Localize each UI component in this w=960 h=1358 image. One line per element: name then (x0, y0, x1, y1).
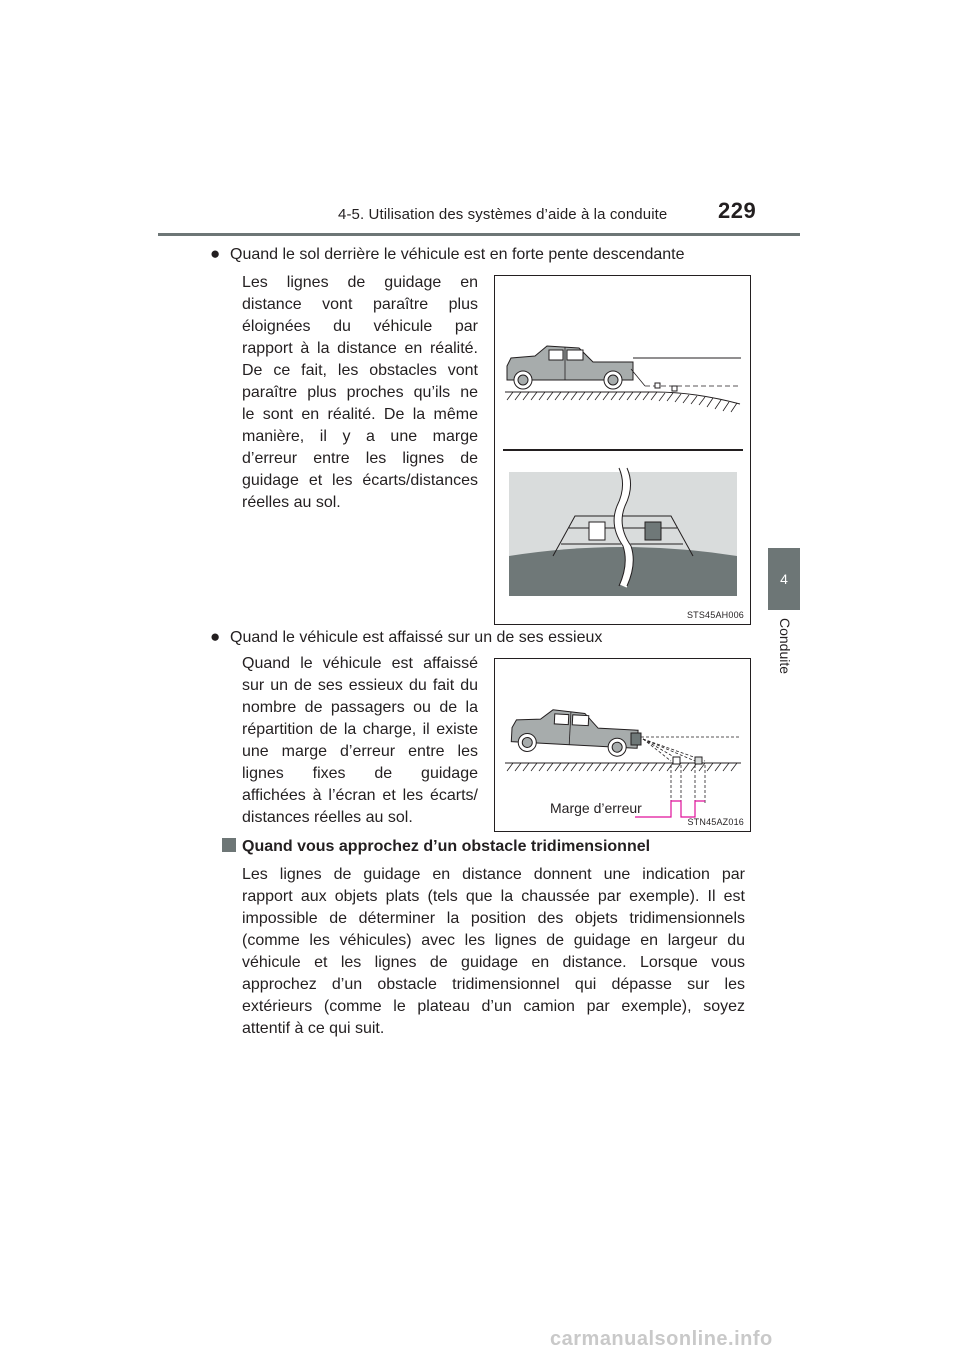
text-line: véhicule et les lignes de guidage en distance. Lorsque vous (242, 954, 745, 971)
watermark: carmanualsonline.info (550, 1328, 773, 1350)
text-line: paraître plus proches qu’ils ne (242, 384, 478, 401)
header-rule (158, 233, 800, 236)
truck-icon (511, 708, 639, 758)
slope-paragraph (242, 272, 478, 514)
sag-paragraph (242, 653, 478, 829)
error-margin-label: Marge d’erreur (550, 800, 642, 816)
text-line: attentif à ce qui suit. (242, 1020, 385, 1037)
text-line: nombre de passagers ou de la (242, 699, 478, 716)
text-line: affichées à l’écran et les écarts/ (242, 787, 478, 804)
text-line: Quand le véhicule est affaissé (242, 655, 478, 672)
text-line: approchez d’un obstacle tridimensionnel qui dépasse sur les (242, 976, 745, 993)
text-line: distances réelles au sol. (242, 809, 413, 826)
figure-code: STS45AH006 (686, 610, 744, 620)
text-line: une marge d’erreur entre les (242, 743, 478, 760)
section-heading-3d-obstacle (222, 838, 650, 856)
text-line: distance vont paraître plus (242, 296, 478, 313)
figure-slope-illustration (495, 276, 750, 624)
page-number: 229 (718, 198, 757, 223)
bullet-heading-text: Quand le sol derrière le véhicule est en forte pente descendante (230, 246, 685, 263)
text-line: le sont en réalité. De la même (242, 406, 478, 423)
bullet-heading-text: Quand le véhicule est affaissé sur un de ses essieux (230, 629, 603, 646)
text-line: répartition de la charge, il existe (242, 721, 478, 738)
running-header: 4-5. Utilisation des systèmes d’aide à la conduite (338, 206, 668, 223)
bullet-dot-icon: ● (210, 244, 221, 263)
text-line: d’erreur entre les lignes de (242, 450, 478, 467)
text-line: De ce fait, les obstacles vont (242, 362, 478, 379)
bullet-dot-icon: ● (210, 627, 221, 646)
text-line: extérieurs (comme le plateau d’un camion par exemple), soyez (242, 998, 745, 1015)
text-line: manière, il y a une marge (242, 428, 478, 445)
section-square-icon (222, 838, 236, 852)
text-line: Les lignes de guidage en (242, 274, 478, 291)
figure-slope (494, 275, 751, 625)
section-heading-text: Quand vous approchez d’un obstacle tridimensionnel (242, 838, 651, 855)
figure-code: STN45AZ016 (687, 817, 744, 827)
text-line: lignes fixes de guidage (242, 765, 478, 782)
text-line: (comme les véhicules) avec les lignes de guidage en largeur du (242, 932, 745, 949)
text-line: impossible de déterminer la position des objets tridimensionnels (242, 910, 745, 927)
truck-icon (507, 346, 633, 389)
text-line: rapport aux objets plats (tels que la chaussée par exemple). Il est (242, 888, 745, 905)
bullet-heading-slope (210, 244, 685, 264)
text-line: guidage et les écarts/distances (242, 472, 478, 489)
text-line: rapport à la distance en réalité. (242, 340, 478, 357)
chapter-tab: 4 (768, 548, 800, 610)
text-line: éloignées du véhicule par (242, 318, 478, 335)
chapter-label: Conduite (777, 617, 793, 675)
text-line: Les lignes de guidage en distance donnent une indication par (242, 866, 745, 883)
figure-sag (494, 658, 751, 832)
obstacle-paragraph (242, 864, 745, 1040)
bullet-heading-sag (210, 627, 602, 647)
text-line: réelles au sol. (242, 494, 341, 511)
text-line: sur un de ses essieux du fait du (242, 677, 478, 694)
